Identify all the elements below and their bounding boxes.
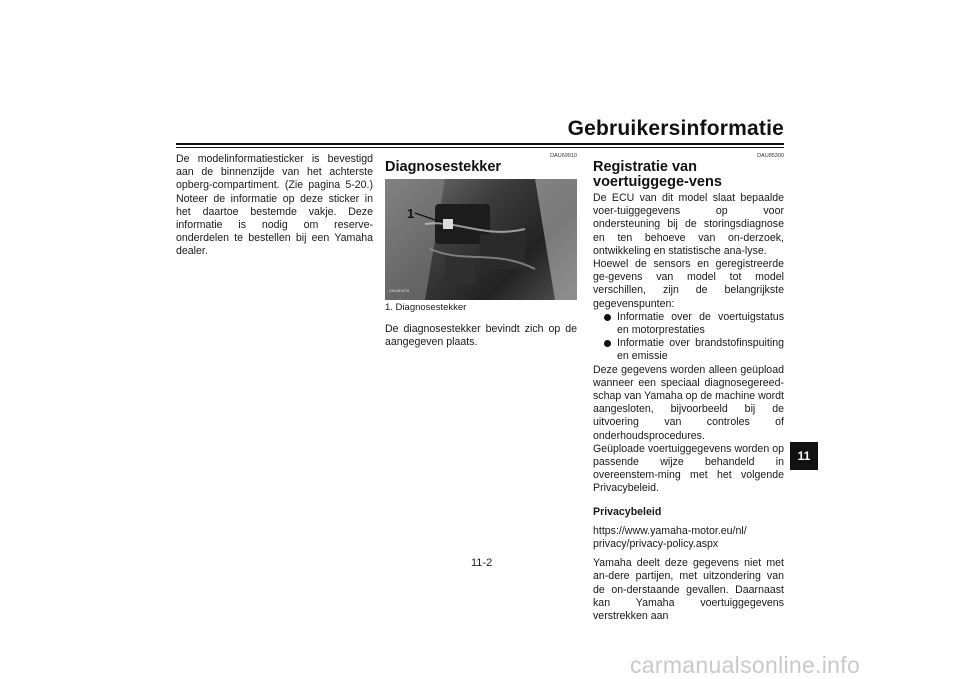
privacy-paragraph: Geüploade voertuiggegevens worden op passende wijze behandeld in overeenstem-ming met het volgende Privacybeleid.	[593, 442, 784, 495]
privacy-url[interactable]	[593, 525, 784, 551]
upload-paragraph: Deze gegevens worden alleen geüpload wanneer een speciaal diagnosegereed-schap van Yamaha op de machine wordt aangesloten, bijvoorbeeld bij de uitvoering van controles of onderhoudsprocedures.	[593, 363, 785, 442]
privacy-url-line1[interactable]: https://www.yamaha-motor.eu/nl/	[593, 524, 747, 537]
right-column	[593, 153, 784, 623]
diagnostic-connector-photo	[385, 179, 577, 300]
diagnostic-location-paragraph: De diagnosestekker bevindt zich op de aangegeven plaats.	[385, 323, 577, 349]
page-header-title: Gebruikersinformatie	[567, 117, 784, 140]
page-number: 11-2	[471, 557, 493, 569]
ecu-paragraph: De ECU van dit model slaat bepaalde voer-tuiggegevens op voor ondersteuning bij de storingsdiagnose en ten behoeve van on-derzoek, ontwikkeling en statistische ana-lyse.	[593, 192, 784, 257]
privacy-url-line2[interactable]: privacy/privacy-policy.aspx	[593, 538, 719, 551]
data-points-list	[593, 311, 784, 364]
privacy-subheading: Privacybeleid	[593, 505, 662, 518]
section-heading-diagnosestekker: Diagnosestekker	[385, 159, 502, 175]
model-info-paragraph: De modelinformatiesticker is bevestigd aan de binnenzijde van het achterste opberg-compartiment. (Zie pagina 5-20.) Noteer de informatie op deze sticker in het daartoe bestemde vakje. Deze informatie is nodig om reserve-onderdelen te bestellen bij een Yamaha dealer.	[176, 153, 373, 258]
header-rule-thick	[176, 143, 784, 145]
left-column	[176, 153, 373, 259]
list-item: Informatie over de voertuigstatus en motorprestaties	[601, 311, 784, 337]
section-code: DAU85300	[757, 153, 784, 159]
figure-callout-number: 1	[407, 206, 415, 221]
chapter-tab: 11	[790, 442, 818, 470]
sensors-paragraph: Hoewel de sensors en geregistreerde ge-gevens van model tot model verschillen, zijn de belangrijkste gegevenspunten:	[593, 258, 784, 310]
header-rule-thin	[176, 147, 784, 148]
watermark: carmanualsonline.info	[630, 652, 861, 678]
section-code: DAU69910	[550, 153, 577, 159]
section-heading-registratie: Registratie van voertuiggege-vens	[593, 159, 722, 190]
middle-column	[385, 153, 577, 349]
engine-bay-illustration	[385, 179, 577, 300]
figure-image-code: ZAUM1676	[389, 287, 410, 293]
list-item: Informatie over brandstofinspuiting en emissie	[601, 337, 784, 363]
figure-caption: 1. Diagnosestekker	[385, 302, 467, 313]
sharing-paragraph: Yamaha deelt deze gegevens niet met an-dere partijen, met uitzondering van de on-derstaande gevallen. Daarnaast kan Yamaha voertuiggegevens verstrekken aan	[593, 557, 784, 623]
